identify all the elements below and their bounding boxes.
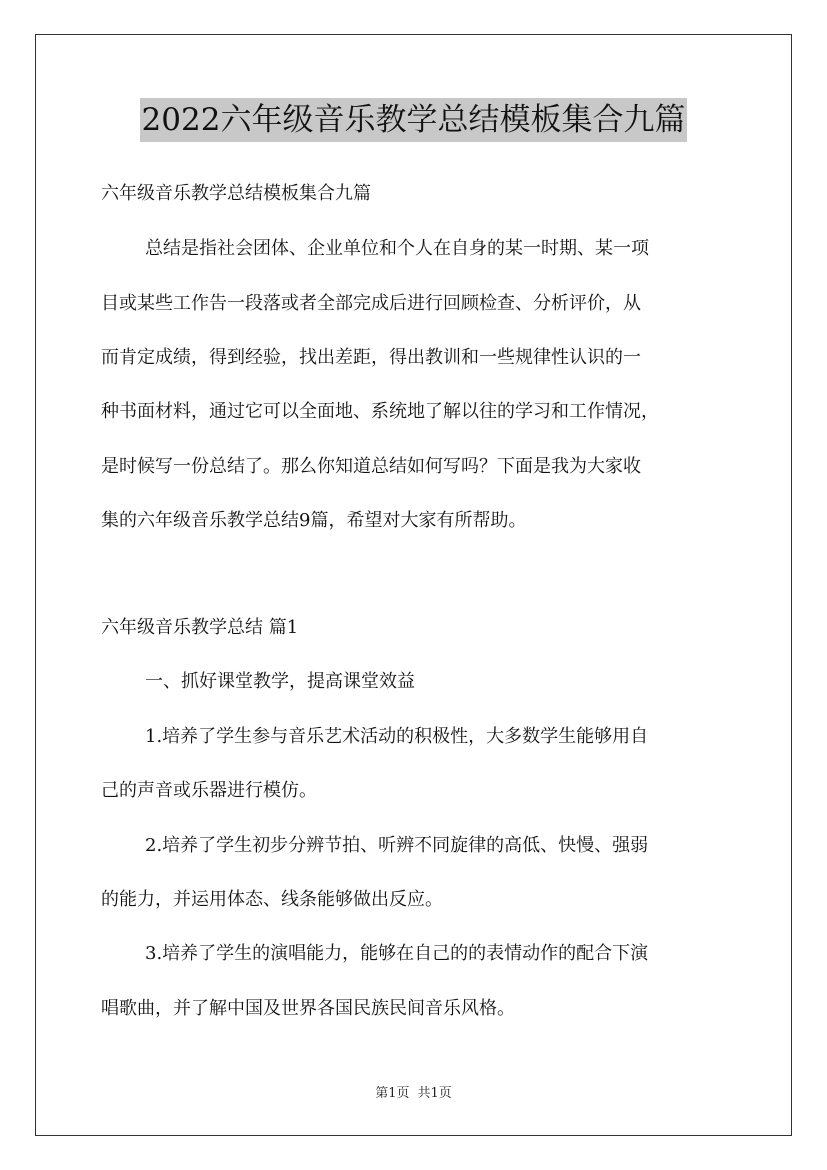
intro-line-2: 目或某些工作告一段落或者全部完成后进行回顾检查、分析评价，从 — [101, 293, 641, 314]
title-container — [0, 98, 827, 142]
section-line-5: 3.培养了学生的演唱能力，能够在自己的的表情动作的配合下演 — [145, 943, 649, 964]
section-line-1: 1.培养了学生参与音乐艺术活动的积极性，大多数学生能够用自 — [145, 726, 649, 747]
document-title: 2022六年级音乐教学总结模板集合九篇 — [140, 98, 688, 142]
intro-line-5: 是时候写一份总结了。那么你知道总结如何写吗？下面是我为大家收 — [101, 456, 641, 477]
intro-line-4: 种书面材料，通过它可以全面地、系统地了解以往的学习和工作情况， — [101, 401, 659, 422]
section-line-3: 2.培养了学生初步分辨节拍、听辨不同旋律的高低、快慢、强弱 — [145, 835, 649, 856]
page-number: 第1页 — [375, 1086, 410, 1101]
intro-line-3: 而肯定成绩，得到经验，找出差距，得出教训和一些规律性认识的一 — [101, 347, 641, 368]
section-line-2: 己的声音或乐器进行模仿。 — [101, 780, 317, 801]
intro-line-1: 总结是指社会团体、企业单位和个人在自身的某一时期、某一项 — [145, 238, 649, 259]
page-total: 共1页 — [417, 1086, 452, 1101]
section-heading: 六年级音乐教学总结 篇1 — [101, 617, 299, 638]
document-subtitle: 六年级音乐教学总结模板集合九篇 — [101, 183, 371, 204]
section-line-4: 的能力，并运用体态、线条能够做出反应。 — [101, 889, 443, 910]
intro-line-6: 集的六年级音乐教学总结9篇，希望对大家有所帮助。 — [101, 510, 527, 531]
section-subheading: 一、抓好课堂教学，提高课堂效益 — [145, 671, 415, 692]
section-line-6: 唱歌曲，并了解中国及世界各国民族民间音乐风格。 — [101, 998, 515, 1019]
page-footer — [0, 1086, 827, 1102]
